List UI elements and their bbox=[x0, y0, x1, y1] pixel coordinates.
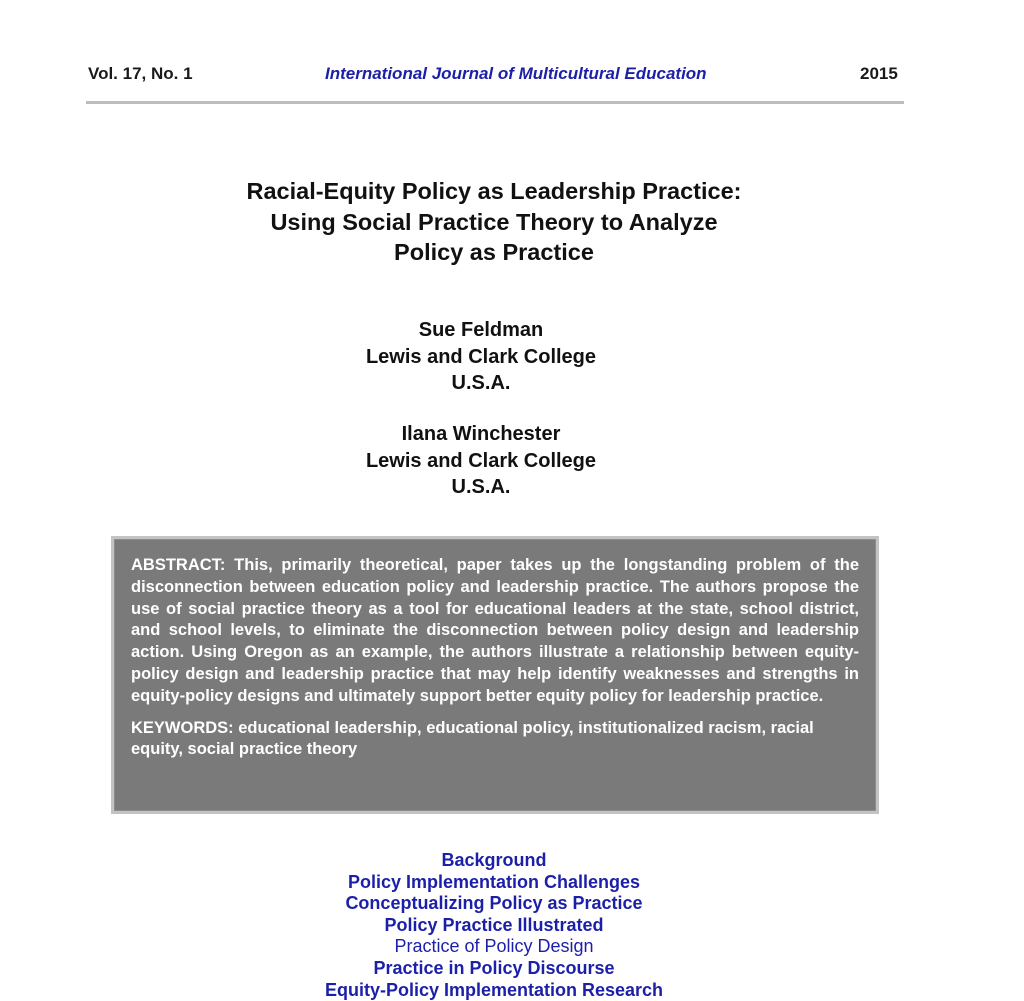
toc-link-practice-in-policy-discourse[interactable]: Practice in Policy Discourse bbox=[373, 957, 615, 978]
toc-link-practice-of-policy-design[interactable]: Practice of Policy Design bbox=[394, 936, 594, 957]
article-title bbox=[0, 176, 988, 268]
toc-link-policy-implementation-challenges[interactable]: Policy Implementation Challenges bbox=[347, 871, 641, 892]
table-of-contents bbox=[0, 850, 988, 1001]
publication-year: 2015 bbox=[860, 64, 898, 83]
abstract-box bbox=[111, 536, 879, 814]
toc-link-policy-practice-illustrated[interactable]: Policy Practice Illustrated bbox=[384, 914, 604, 935]
title-line: Racial-Equity Policy as Leadership Practice: bbox=[246, 178, 742, 204]
author-name: Ilana Winchester bbox=[401, 423, 561, 445]
toc-link-equity-policy-implementation-research[interactable]: Equity-Policy Implementation Research bbox=[324, 979, 664, 1000]
author-block bbox=[0, 421, 962, 501]
author-block bbox=[0, 317, 962, 397]
title-line: Using Social Practice Theory to Analyze bbox=[270, 208, 718, 235]
author-country: U.S.A. bbox=[451, 476, 511, 498]
author-name: Sue Feldman bbox=[418, 319, 544, 341]
author-country: U.S.A. bbox=[451, 372, 511, 394]
volume-number: Vol. 17, No. 1 bbox=[88, 64, 193, 83]
journal-name: International Journal of Multicultural Education bbox=[325, 64, 707, 83]
author-affiliation: Lewis and Clark College bbox=[365, 449, 597, 472]
keywords-text: KEYWORDS: educational leadership, educational policy, institutionalized racism, racial equity, social practice theory bbox=[131, 718, 814, 759]
header-divider bbox=[86, 101, 904, 104]
toc-link-conceptualizing-policy-as-practice[interactable]: Conceptualizing Policy as Practice bbox=[345, 893, 643, 914]
toc-link-background[interactable]: Background bbox=[441, 850, 547, 870]
author-affiliation: Lewis and Clark College bbox=[365, 345, 597, 368]
title-line: Policy as Practice bbox=[394, 239, 594, 265]
abstract-text: ABSTRACT: This, primarily theoretical, paper takes up the longstanding problem of the disconnection between education policy and leadership practice. The authors propose the use of social practice theory as a tool for educational leaders at the state, school district, and school levels, to eliminate the disconnection between policy design and leadership action. Using Oregon as an example, the authors illustrate a relationship between equity-policy design and leadership practice that may help identify weaknesses and strengths in equity-policy designs and ultimately support better equity policy for leadership practice. bbox=[131, 556, 859, 705]
